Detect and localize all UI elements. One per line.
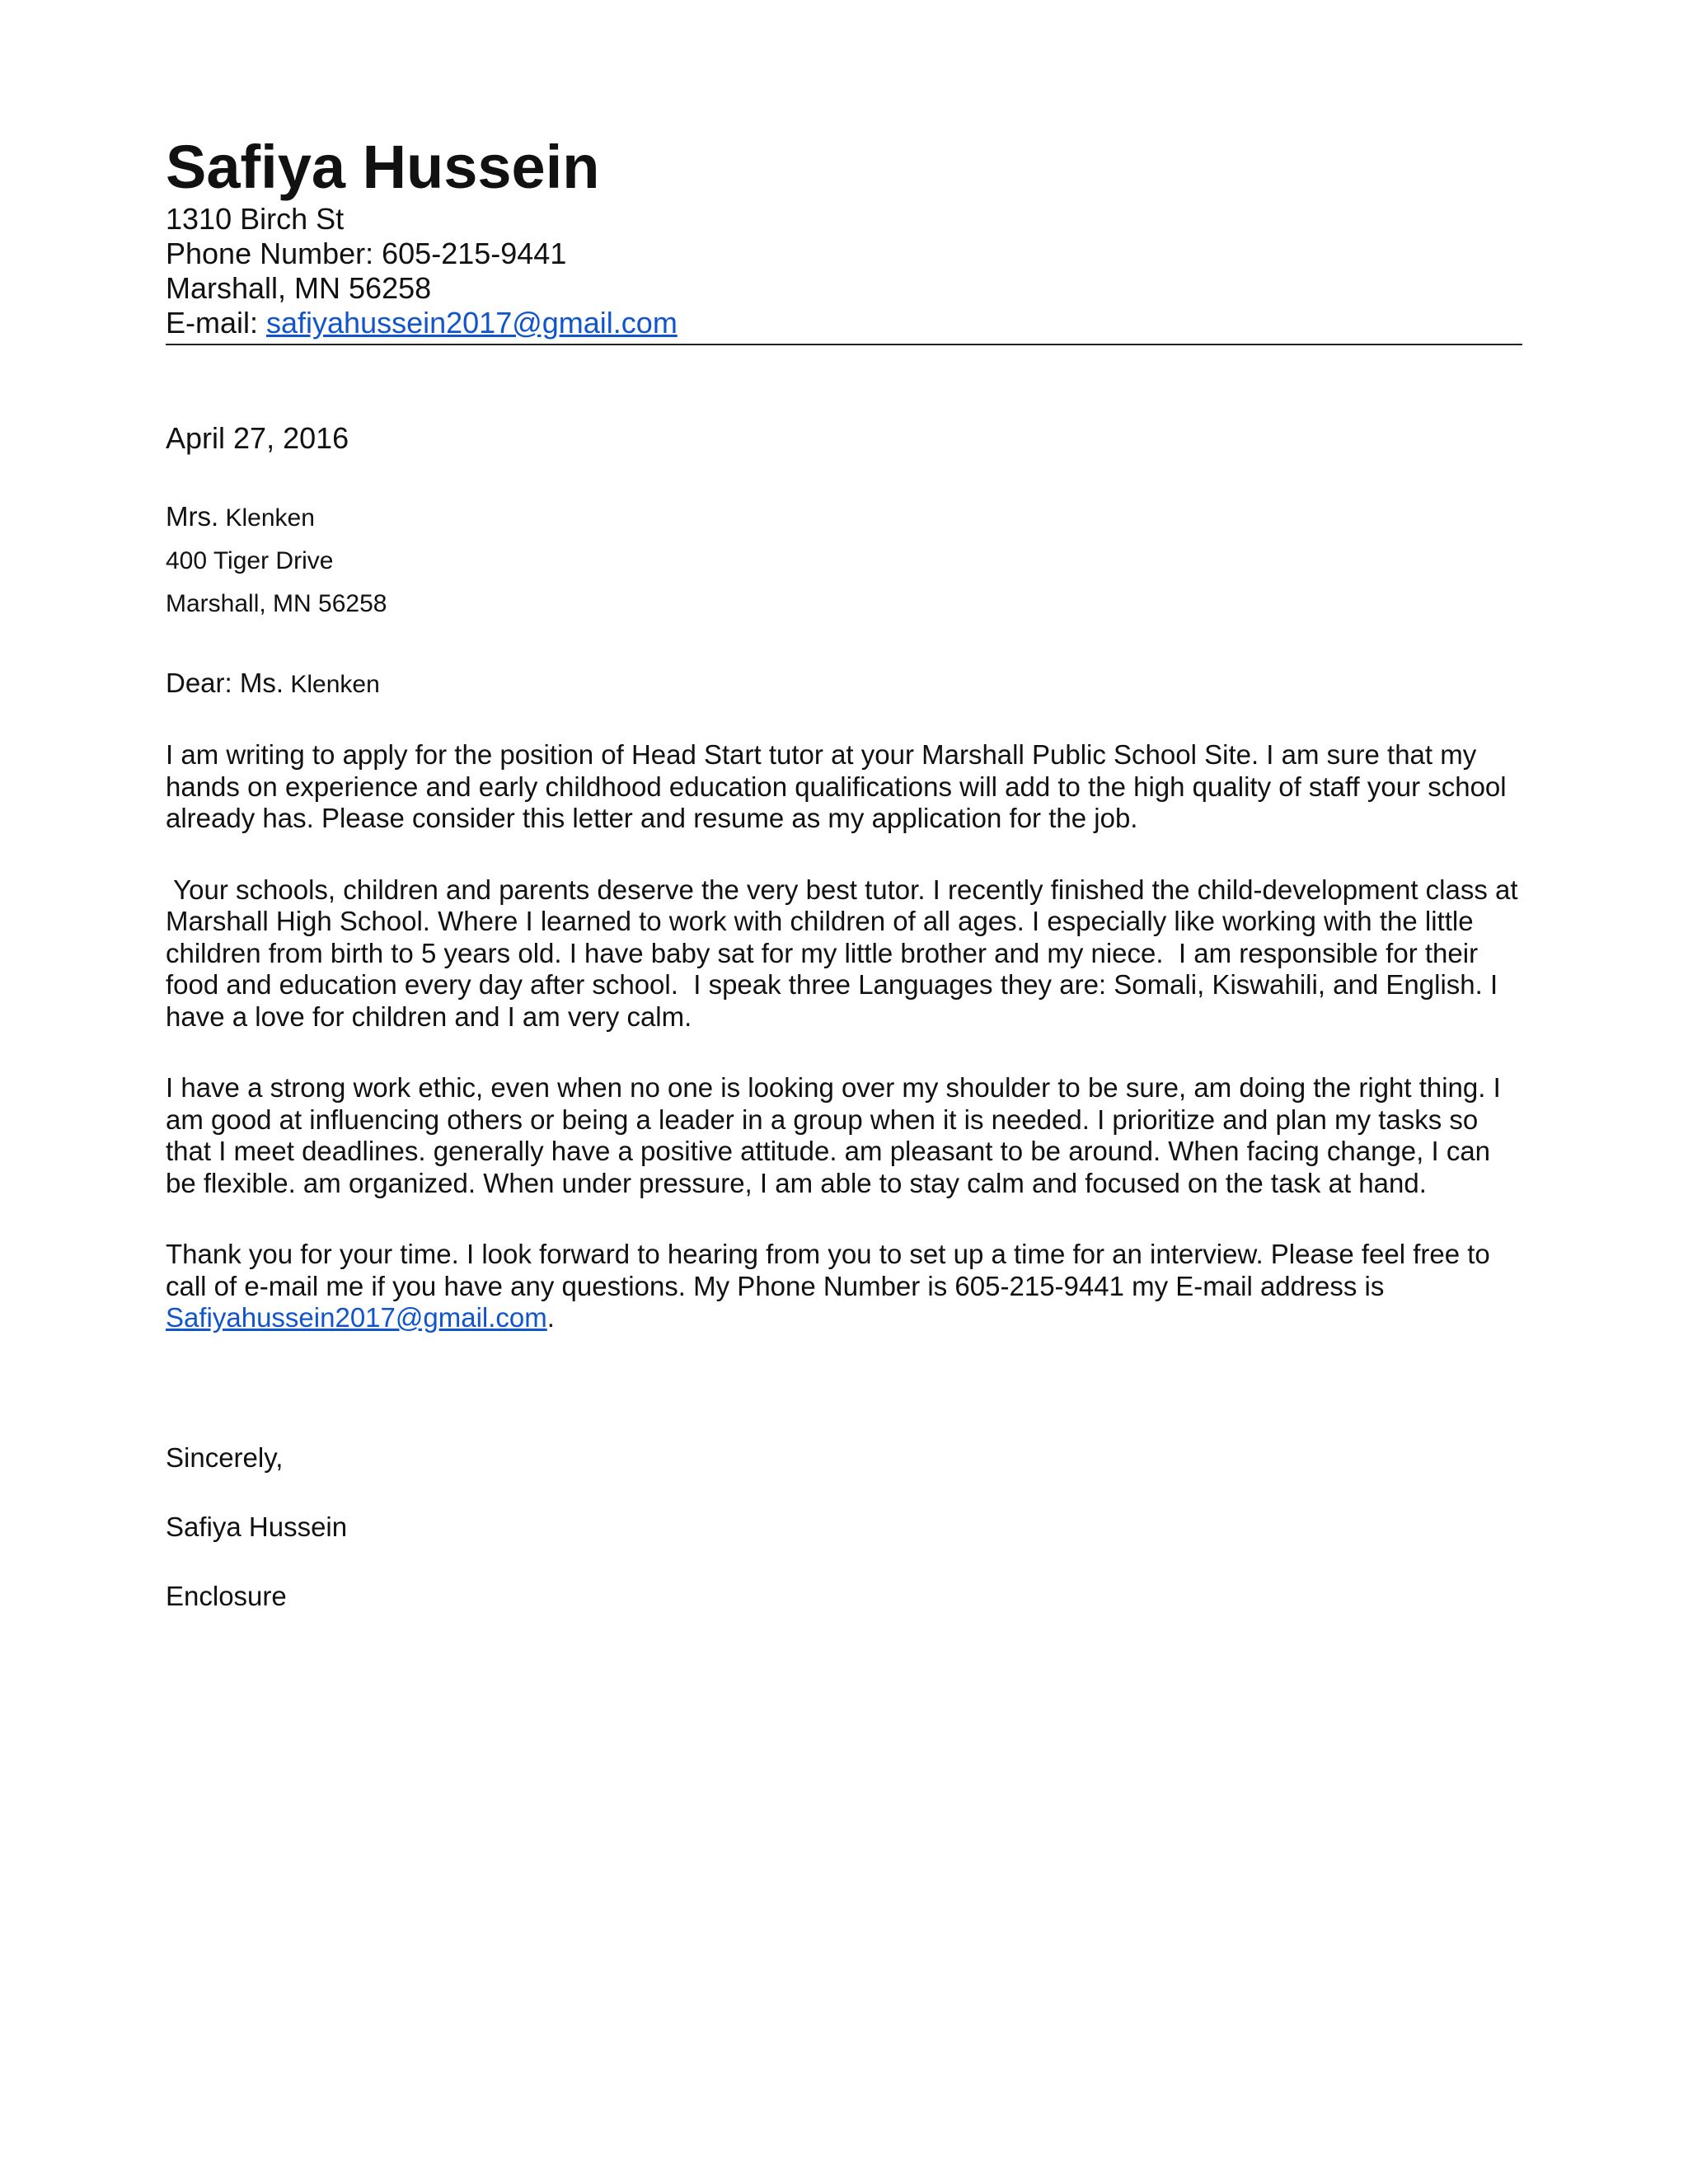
paragraph-4-text: Thank you for your time. I look forward to hearing from you to set up a time for an interview. Please feel free to call of e-mail me if you have any questions. My Phone Number is 605-215-9441 my E-mail address is	[166, 1239, 1490, 1301]
recipient-city: Marshall, MN 56258	[166, 590, 387, 618]
body-paragraph-1: I am writing to apply for the position of Head Start tutor at your Marshall Public School Site. I am sure that my hands on experience and early childhood education qualifications will add to the high quality of staff your school already has. Please consider this letter and resume as my application for the job.	[166, 739, 1507, 834]
enclosure-note: Enclosure	[166, 1580, 287, 1611]
recipient-salutation: Mrs.	[166, 501, 219, 532]
letter-date: April 27, 2016	[166, 421, 349, 456]
signer-name: Safiya Hussein	[166, 1511, 348, 1542]
body-paragraph-3: I have a strong work ethic, even when no one is looking over my shoulder to be sure, am doing the right thing. I am good at influencing others or being a leader in a group when it is needed. I prioritize and plan my tasks so that I meet deadlines. generally have a positive attitude. am pleasant to be around. When facing change, I can be flexible. am organized. When under pressure, I am able to stay calm and focused on the task at hand.	[166, 1072, 1501, 1198]
sender-address: 1310 Birch St	[166, 202, 345, 237]
header-divider	[166, 344, 1522, 345]
sender-email-line	[166, 306, 1522, 340]
sender-name: Safiya Hussein	[166, 133, 600, 201]
letter-content	[166, 132, 1526, 1613]
body-paragraph-2: Your schools, children and parents deserve the very best tutor. I recently finished the child-development class at Marshall High School. Where I learned to work with children of all ages. I especially like working with the little children from birth to 5 years old. I have baby sat for my little brother and my niece. I am responsible for their food and education every day after school. I speak three Languages they are: Somali, Kiswahili, and English. I have a love for children and I am very calm.	[166, 874, 1526, 1032]
recipient-name-line	[166, 495, 1522, 540]
paragraph-4-end: .	[546, 1302, 555, 1333]
body-paragraph-4	[166, 1239, 1522, 1334]
closing-sincerely: Sincerely,	[166, 1441, 284, 1473]
closing-email-link[interactable]: Safiyahussein2017@gmail.com	[166, 1302, 547, 1333]
greeting	[166, 667, 1522, 701]
greeting-name: Klenken	[284, 671, 380, 699]
email-label: E-mail:	[166, 306, 267, 340]
recipient-block	[166, 495, 1522, 626]
sender-city: Marshall, MN 56258	[166, 271, 432, 306]
recipient-street: 400 Tiger Drive	[166, 547, 334, 575]
sender-email-link[interactable]: safiyahussein2017@gmail.com	[266, 306, 678, 340]
sender-phone: Phone Number: 605-215-9441	[166, 237, 567, 271]
greeting-prefix: Dear: Ms.	[166, 668, 284, 699]
recipient-name: Klenken	[218, 504, 315, 532]
